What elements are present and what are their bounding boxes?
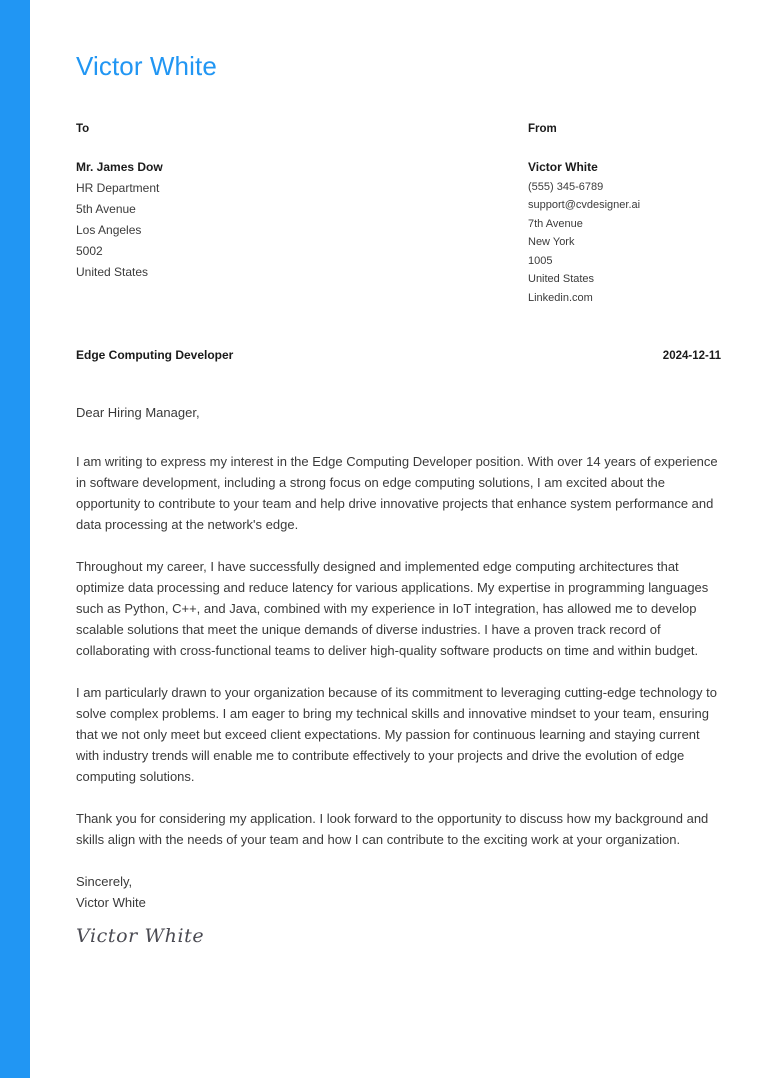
subject-row <box>76 349 721 363</box>
recipient-name: Mr. James Dow <box>76 159 163 174</box>
sender-email: support@cvdesigner.ai <box>528 199 641 211</box>
closing-block <box>76 871 721 946</box>
recipient-column <box>76 124 528 307</box>
sender-column <box>528 124 721 307</box>
sender-phone: (555) 345-6789 <box>528 180 604 193</box>
sender-line: New York <box>528 236 575 248</box>
left-accent-bar <box>0 0 30 1078</box>
sender-name: Victor White <box>528 159 598 174</box>
recipient-line: HR Department <box>76 180 160 195</box>
letter-body <box>76 451 721 850</box>
sender-website: Linkedin.com <box>528 291 593 304</box>
sender-line: 7th Avenue <box>528 217 583 230</box>
body-paragraph: I am writing to express my interest in the Edge Computing Developer position. With over 14 years of experience in software development, including a strong focus on edge computing solutions, I am excited about the opportunity to contribute to your team and help drive innovative projects that enhance system performance and data processing at the network's edge. <box>76 453 718 532</box>
body-paragraph: Thank you for considering my application. I look forward to the opportunity to discuss how my background and skills align with the needs of your team and how I can contribute to the exciting work at your organization. <box>76 810 709 847</box>
letter-content <box>76 0 721 946</box>
closing-name: Victor White <box>76 894 146 910</box>
sender-line: United States <box>528 273 595 285</box>
recipient-line: Los Angeles <box>76 222 142 237</box>
sender-label: From <box>528 123 557 135</box>
letter-date: 2024-12-11 <box>662 350 721 362</box>
body-paragraph: Throughout my career, I have successfully designed and implemented edge computing architectures that optimize data processing and reduce latency for various applications. My expertise in programming languages such as Python, C++, and Java, combined with my experience in IoT integration, has allowed me to develop scalable solutions that meet the unique demands of diverse industries. I have a proven track record of collaborating with cross-functional teams to deliver high-quality software products on time and within budget. <box>76 558 709 658</box>
letter-subject: Edge Computing Developer <box>76 348 234 362</box>
address-block <box>76 124 721 307</box>
salutation: Dear Hiring Manager, <box>76 404 200 420</box>
closing-salutation: Sincerely, <box>76 873 133 889</box>
page-title: Victor White <box>76 51 217 81</box>
recipient-line: United States <box>76 264 149 279</box>
recipient-line: 5002 <box>76 243 103 258</box>
recipient-label: To <box>76 123 90 135</box>
signature: Victor White <box>76 924 205 947</box>
body-paragraph: I am particularly drawn to your organization because of its commitment to leveraging cutting-edge technology to solve complex problems. I am eager to bring my technical skills and innovative mindset to your team, ensuring that we not only meet but exceed client expectations. My passion for continuous learning and staying current with industry trends will enable me to contribute effectively to your projects and drive the evolution of edge computing solutions. <box>76 684 717 784</box>
sender-line: 1005 <box>528 254 553 267</box>
recipient-line: 5th Avenue <box>76 201 136 216</box>
